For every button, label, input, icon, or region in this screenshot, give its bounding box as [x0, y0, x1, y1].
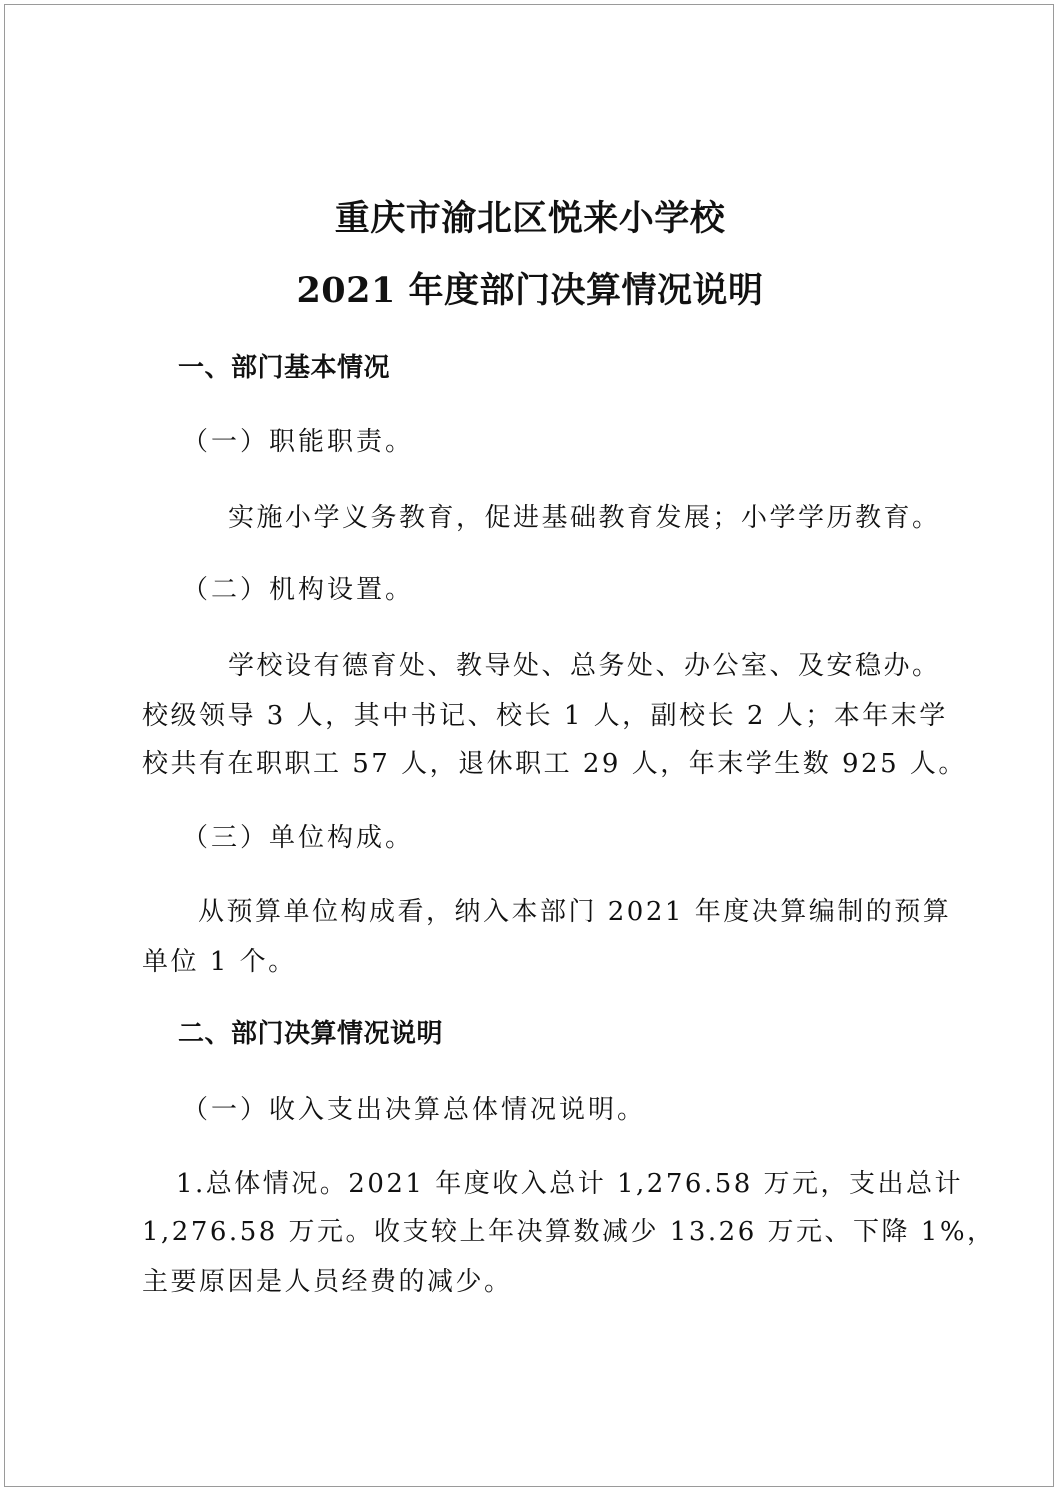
section1-sub2-text-line3: 校共有在职职工 57 人，退休职工 29 人，年末学生数 925 人。 [142, 749, 967, 779]
section2-item1-line2: 1,276.58 万元。收支较上年决算数减少 13.26 万元、下降 1%， [142, 1217, 996, 1247]
section2-sub1-heading: （一）收入支出决算总体情况说明。 [182, 1095, 647, 1125]
section1-sub3-heading: （三）单位构成。 [182, 823, 415, 853]
section1-sub2-text-line1: 学校设有德育处、教导处、总务处、办公室、及安稳办。 [228, 651, 941, 681]
section1-sub2-text-line2: 校级领导 3 人，其中书记、校长 1 人，副校长 2 人；本年末学 [142, 701, 948, 731]
section1-sub1-text: 实施小学义务教育，促进基础教育发展；小学学历教育。 [228, 503, 941, 533]
document-title-line2: 2021 年度部门决算情况说明 [296, 270, 764, 311]
document-title-line1: 重庆市渝北区悦来小学校 [334, 198, 726, 239]
section2-heading: 二、部门决算情况说明 [178, 1019, 444, 1049]
section1-sub1-heading: （一）职能职责。 [182, 427, 415, 457]
section1-sub3-text-line2: 单位 1 个。 [142, 947, 297, 977]
section1-sub3-text-line1: 从预算单位构成看，纳入本部门 2021 年度决算编制的预算 [198, 897, 952, 927]
section2-item1-line1: 1.总体情况。2021 年度收入总计 1,276.58 万元，支出总计 [176, 1169, 964, 1199]
section1-heading: 一、部门基本情况 [178, 353, 391, 383]
section2-item1-line3: 主要原因是人员经费的减少。 [142, 1267, 513, 1297]
section1-sub2-heading: （二）机构设置。 [182, 575, 415, 605]
